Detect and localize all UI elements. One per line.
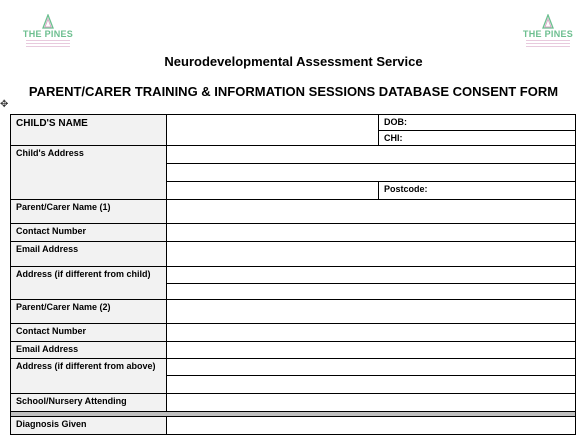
address2-line-2[interactable] — [167, 376, 576, 394]
contact1-field[interactable] — [167, 224, 576, 242]
chi-field[interactable]: CHI: — [379, 131, 576, 146]
logo-tagline — [526, 40, 570, 48]
diagnosis-field[interactable] — [167, 417, 576, 435]
email2-label: Email Address — [11, 342, 167, 359]
parent2-name-label: Parent/Carer Name (2) — [11, 300, 167, 324]
address1-line-2[interactable] — [167, 284, 576, 300]
parent1-name-field[interactable] — [167, 200, 576, 224]
tree-icon — [40, 14, 56, 30]
email1-field[interactable] — [167, 242, 576, 267]
logo-text: THE PINES — [522, 29, 574, 39]
address1-label: Address (if different from child) — [11, 267, 167, 300]
parent2-name-field[interactable] — [167, 300, 576, 324]
consent-form-table — [10, 114, 576, 435]
childs-name-field[interactable] — [167, 115, 379, 146]
school-field[interactable] — [167, 394, 576, 412]
postcode-field[interactable]: Postcode: — [379, 182, 576, 200]
logo-tagline — [26, 40, 70, 48]
contact1-label: Contact Number — [11, 224, 167, 242]
contact2-label: Contact Number — [11, 324, 167, 342]
childs-name-label: CHILD'S NAME — [11, 115, 167, 146]
form-title: PARENT/CARER TRAINING & INFORMATION SESSIONS DATABASE CONSENT FORM — [28, 84, 559, 99]
dob-field[interactable]: DOB: — [379, 115, 576, 131]
parent1-name-label: Parent/Carer Name (1) — [11, 200, 167, 224]
contact2-field[interactable] — [167, 324, 576, 342]
the-pines-logo-right — [518, 14, 578, 48]
table-move-handle-icon[interactable]: ✥ — [0, 99, 9, 110]
the-pines-logo-left — [18, 14, 78, 48]
service-title: Neurodevelopmental Assessment Service — [164, 54, 423, 69]
childs-address-line-2[interactable] — [167, 164, 576, 182]
childs-address-line-1[interactable] — [167, 146, 576, 164]
tree-icon — [540, 14, 556, 30]
diagnosis-label: Diagnosis Given — [11, 417, 167, 435]
address2-label: Address (if different from above) — [11, 359, 167, 394]
childs-address-label: Child's Address — [11, 146, 167, 200]
logo-text: THE PINES — [22, 29, 74, 39]
email1-label: Email Address — [11, 242, 167, 267]
email2-field[interactable] — [167, 342, 576, 359]
address2-line-1[interactable] — [167, 359, 576, 376]
address1-line-1[interactable] — [167, 267, 576, 284]
childs-address-line-3[interactable] — [167, 182, 379, 200]
school-label: School/Nursery Attending — [11, 394, 167, 412]
